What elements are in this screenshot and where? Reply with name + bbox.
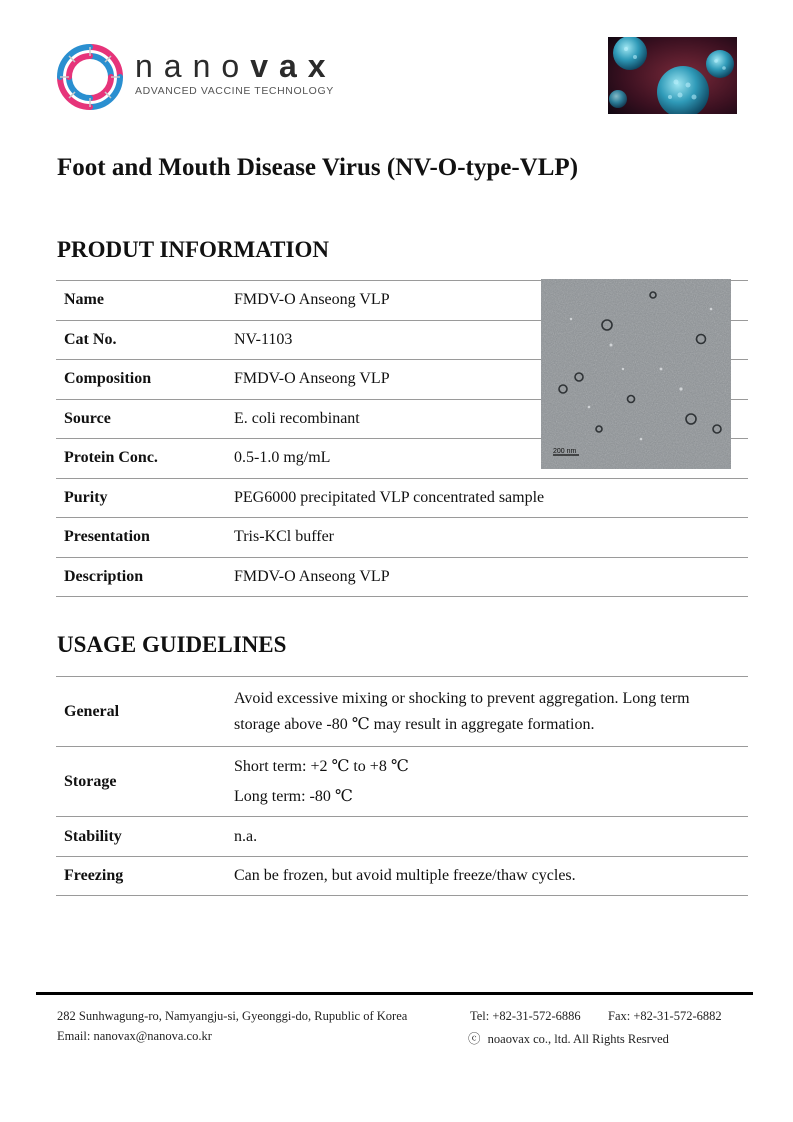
- value-line: Short term: +2 ℃ to +8 ℃: [234, 757, 409, 775]
- row-key: Protein Conc.: [56, 439, 226, 479]
- row-key: Freezing: [56, 857, 226, 896]
- row-key: Name: [56, 281, 226, 321]
- row-value: FMDV-O Anseong VLP: [226, 360, 748, 400]
- row-key: Presentation: [56, 518, 226, 558]
- row-key: Composition: [56, 360, 226, 400]
- brand-tagline: ADVANCED VACCINE TECHNOLOGY: [135, 85, 334, 97]
- value-line: Avoid excessive mixing or shocking to prevent aggregation. Long term: [234, 689, 690, 707]
- footer-fax: Fax: +82-31-572-6882: [608, 1009, 722, 1023]
- virus-particles-image: [608, 37, 737, 114]
- table-row: [56, 817, 748, 857]
- row-value: Tris-KCl buffer: [226, 518, 748, 558]
- row-key: Cat No.: [56, 320, 226, 360]
- row-value: NV-1103: [226, 320, 748, 360]
- footer-email: Email: nanovax@nanova.co.kr: [57, 1029, 212, 1043]
- brand-name-plain: nano: [135, 48, 251, 84]
- page-title: Foot and Mouth Disease Virus (NV-O-type-VLP): [57, 154, 579, 181]
- row-value: [226, 747, 748, 817]
- row-value: Can be frozen, but avoid multiple freeze/thaw cycles.: [226, 857, 748, 896]
- table-row: [56, 747, 748, 817]
- footer-divider: [36, 992, 753, 995]
- dna-ring-logo-icon: [55, 42, 125, 112]
- brand-name-bold: vax: [250, 48, 337, 84]
- table-row: [56, 518, 748, 558]
- row-key: Storage: [56, 747, 226, 817]
- table-row: [56, 557, 748, 597]
- usage-table: [56, 676, 748, 896]
- footer-tel: Tel: +82-31-572-6886: [470, 1009, 581, 1023]
- row-value: [226, 677, 748, 747]
- table-row: [56, 857, 748, 896]
- row-key: Purity: [56, 478, 226, 518]
- brand-wordmark: [135, 48, 337, 85]
- table-row: [56, 478, 748, 518]
- company-logo: [55, 42, 355, 112]
- row-value: FMDV-O Anseong VLP: [226, 281, 748, 321]
- value-line: Long term: -80 ℃: [234, 787, 353, 805]
- row-value: PEG6000 precipitated VLP concentrated sample: [226, 478, 748, 518]
- usage-heading: USAGE GUIDELINES: [57, 632, 287, 657]
- product-info-heading: PRODUT INFORMATION: [57, 237, 329, 262]
- row-value: FMDV-O Anseong VLP: [226, 557, 748, 597]
- copyright-icon: ⓒ: [468, 1032, 481, 1046]
- value-line: storage above -80 ℃ may result in aggregate formation.: [234, 715, 595, 733]
- row-key: Source: [56, 399, 226, 439]
- footer-address: 282 Sunhwagung-ro, Namyangju-si, Gyeonggi-do, Rupublic of Korea: [57, 1009, 408, 1023]
- tem-micrograph-image: [541, 279, 731, 469]
- scale-bar-label: 200 nm: [553, 448, 577, 455]
- table-row: [56, 677, 748, 747]
- row-key: Description: [56, 557, 226, 597]
- row-key: Stability: [56, 817, 226, 857]
- row-value: E. coli recombinant: [226, 399, 748, 439]
- row-value: 0.5-1.0 mg/mL: [226, 439, 748, 479]
- footer-copyright-line: [468, 1029, 669, 1047]
- row-value: n.a.: [226, 817, 748, 857]
- row-key: General: [56, 677, 226, 747]
- footer-copyright: noaovax co., ltd. All Rights Resrved: [487, 1032, 669, 1046]
